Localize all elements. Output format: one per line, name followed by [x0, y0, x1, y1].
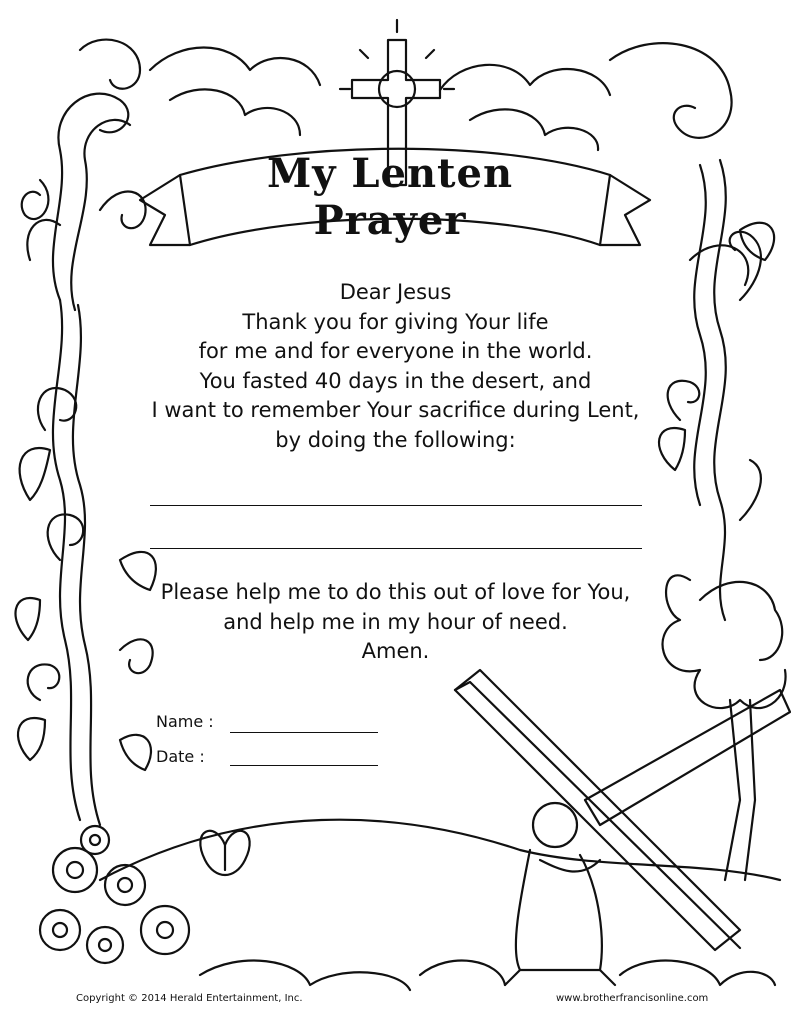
copyright-text: Copyright © 2014 Herald Entertainment, Inc. — [76, 993, 303, 1004]
bottom-swirls — [200, 961, 775, 990]
closing-line: Amen. — [361, 639, 430, 663]
name-field[interactable] — [230, 732, 378, 733]
answer-line-1[interactable] — [150, 505, 642, 506]
page-title: My Lenten Prayer — [266, 150, 514, 244]
prayer-line: I want to remember Your sacrifice during Lent, — [151, 398, 640, 422]
flower-cluster — [40, 826, 189, 963]
answer-line-2[interactable] — [150, 548, 642, 549]
prayer-line: for me and for everyone in the world. — [198, 339, 593, 363]
closing-text — [100, 578, 691, 667]
website-text: www.brotherfrancisonline.com — [556, 993, 709, 1004]
prayer-line: You fasted 40 days in the desert, and — [199, 368, 592, 393]
date-label: Date : — [156, 747, 205, 766]
prayer-line: by doing the following: — [275, 427, 516, 452]
name-label: Name : — [156, 712, 214, 731]
date-field[interactable] — [230, 765, 378, 766]
prayer-text — [100, 278, 691, 455]
carried-cross — [455, 670, 790, 950]
prayer-line: Thank you for giving Your life — [242, 309, 549, 334]
closing-line: and help me in my hour of need. — [223, 609, 568, 634]
prayer-line: Dear Jesus — [339, 280, 452, 304]
figure-carrying-cross — [505, 803, 615, 985]
left-vine-border — [22, 94, 153, 825]
closing-line: Please help me to do this out of love for You, — [160, 580, 631, 604]
